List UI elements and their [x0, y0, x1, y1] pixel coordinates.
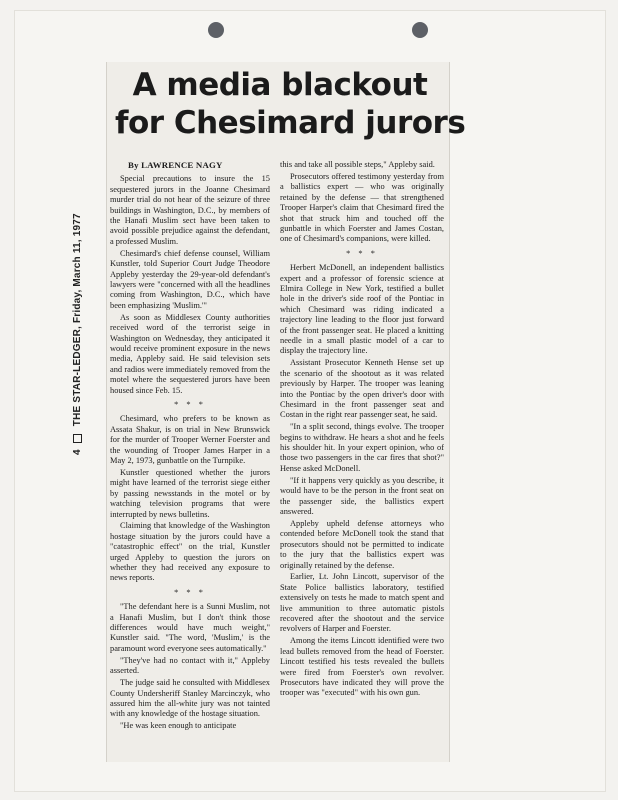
article-column-1	[110, 160, 270, 760]
paragraph: Special precautions to insure the 15 sequestered jurors in the Joanne Chesimard murder trial do not hear of the seizure of three buildings in Washington, D.C., by members of the Hanafi Muslim sect have been taken to avoid possible prejudice against the defendant, a professed Muslim.	[110, 174, 270, 246]
binder-hole-left	[208, 22, 224, 38]
paragraph: Claiming that knowledge of the Washington hostage situation by the jurors could have a "catastrophic effect" on the trial, Kunstler urged Appleby to question the jurors on whether they had received any exposure to news reports.	[110, 521, 270, 583]
paragraph: Earlier, Lt. John Lincott, supervisor of the State Police ballistics laboratory, testified extensively on tests he made to match spent and live ammunition to three automatic pistols recovered after the shootout and the service revolvers of Harper and Foerster.	[280, 572, 444, 634]
paragraph: "They've had no contact with it," Appleby asserted.	[110, 655, 270, 676]
paragraph: Appleby upheld defense attorneys who contended before McDonell took the stand that prosecutors should not be permitted to indicate to the jury that the ballistics expert was originally retained by the defense.	[280, 518, 444, 570]
page-number: 4	[72, 449, 83, 455]
source-date: THE STAR-LEDGER, Friday, March 11, 1977	[72, 213, 83, 427]
paragraph: As soon as Middlesex County authorities received word of the terrorist seige in Washington on Wednesday, they anticipated it would receive prominent exposure in the news media, Appleby said. He said television sets and radios were immediately removed from the motel where the sequestered jurors have been housed since Feb. 15.	[110, 312, 270, 395]
section-separator: * * *	[346, 248, 378, 258]
paragraph: this and take all possible steps," Appleby said.	[280, 160, 435, 169]
article-column-2	[280, 160, 444, 760]
checkbox-mark	[73, 434, 82, 443]
headline	[115, 66, 466, 142]
section-separator: * * *	[174, 587, 206, 597]
source-citation	[72, 213, 83, 455]
paragraph: Prosecutors offered testimony yesterday from a ballistics expert — who was originally retained by the defense — that strengthened Trooper Harper's claim that Chesimard fired the shot that struck him and touched off the gunbattle in which Foerster and James Costan, one of Chesimard's companions, were killed.	[280, 171, 444, 244]
paragraph: "If it happens very quickly as you describe, it would have to be the person in the front seat on the passenger side, the ballistics expert answered.	[280, 475, 444, 516]
paragraph: The judge said he consulted with Middlesex County Undersheriff Stanley Marcinczyk, who assured him the all-white jury was not tainted with any knowledge of the hostage situation.	[110, 678, 270, 719]
paragraph: "In a split second, things evolve. The trooper begins to withdraw. He hears a shot and he feels his shoulder hit. In your expert opinion, who of those two passengers in the car fires that shot?" Hense asked McDonell.	[280, 422, 444, 473]
paragraph: Chesimard's chief defense counsel, William Kunstler, told Superior Court Judge Theodore Appleby yesterday the 29-year-old defendant's lawyers were "concerned with all the headlines coming from Washington, D.C., which have been emphasizing 'Muslim.'"	[110, 248, 270, 310]
paragraph: Kunstler questioned whether the jurors might have learned of the terrorist siege either by passing newsstands in the motel or by watching television programs that were interrupted by news bulletins.	[110, 467, 270, 519]
byline: By LAWRENCE NAGY	[128, 160, 223, 170]
paragraph: "He was keen enough to anticipate	[120, 721, 237, 731]
paragraph: Herbert McDonell, an independent ballistics expert and a professor of forensic science at Elmira College in New York, testified a bullet hole in the driver's side roof of the Pontiac in which Chesimard was riding indicated a trajectory line leading to the floor just forward of the front passenger seat. He placed a knitting needle in a small plastic model of a car to display the trajectory line.	[280, 263, 444, 356]
paragraph: Assistant Prosecutor Kenneth Hense set up the scenario of the shootout as it was related previously by Harper. The trooper was leaning into the Pontiac by the open driver's door with Chesimard in the front passenger seat and Costan in the right rear passenger seat, he said.	[280, 358, 444, 420]
section-separator: * * *	[174, 399, 206, 409]
paragraph: Chesimard, who prefers to be known as Assata Shakur, is on trial in New Brunswick for the murder of Trooper Werner Foerster and the wounding of Trooper James Harper in a May 2, 1973, gunbattle on the Turnpike.	[110, 414, 270, 465]
paragraph: Among the items Lincott identified were two lead bullets removed from the head of Foerster. Lincott testified his tests revealed the bullets were fired from Foerster's own revolver. Prosecutors have indicated they will prove the trooper was "executed" with his own gun.	[280, 636, 444, 698]
headline-line-1: A media blackout	[132, 67, 428, 103]
binder-hole-right	[412, 22, 428, 38]
paragraph: "The defendant here is a Sunni Muslim, not a Hanafi Muslim, but I don't think those differences would have much weight," Kunstler said. "The word, 'Muslim,' is the paramount word everyone sees automatically."	[110, 602, 270, 653]
headline-line-2: for Chesimard jurors	[115, 105, 466, 141]
